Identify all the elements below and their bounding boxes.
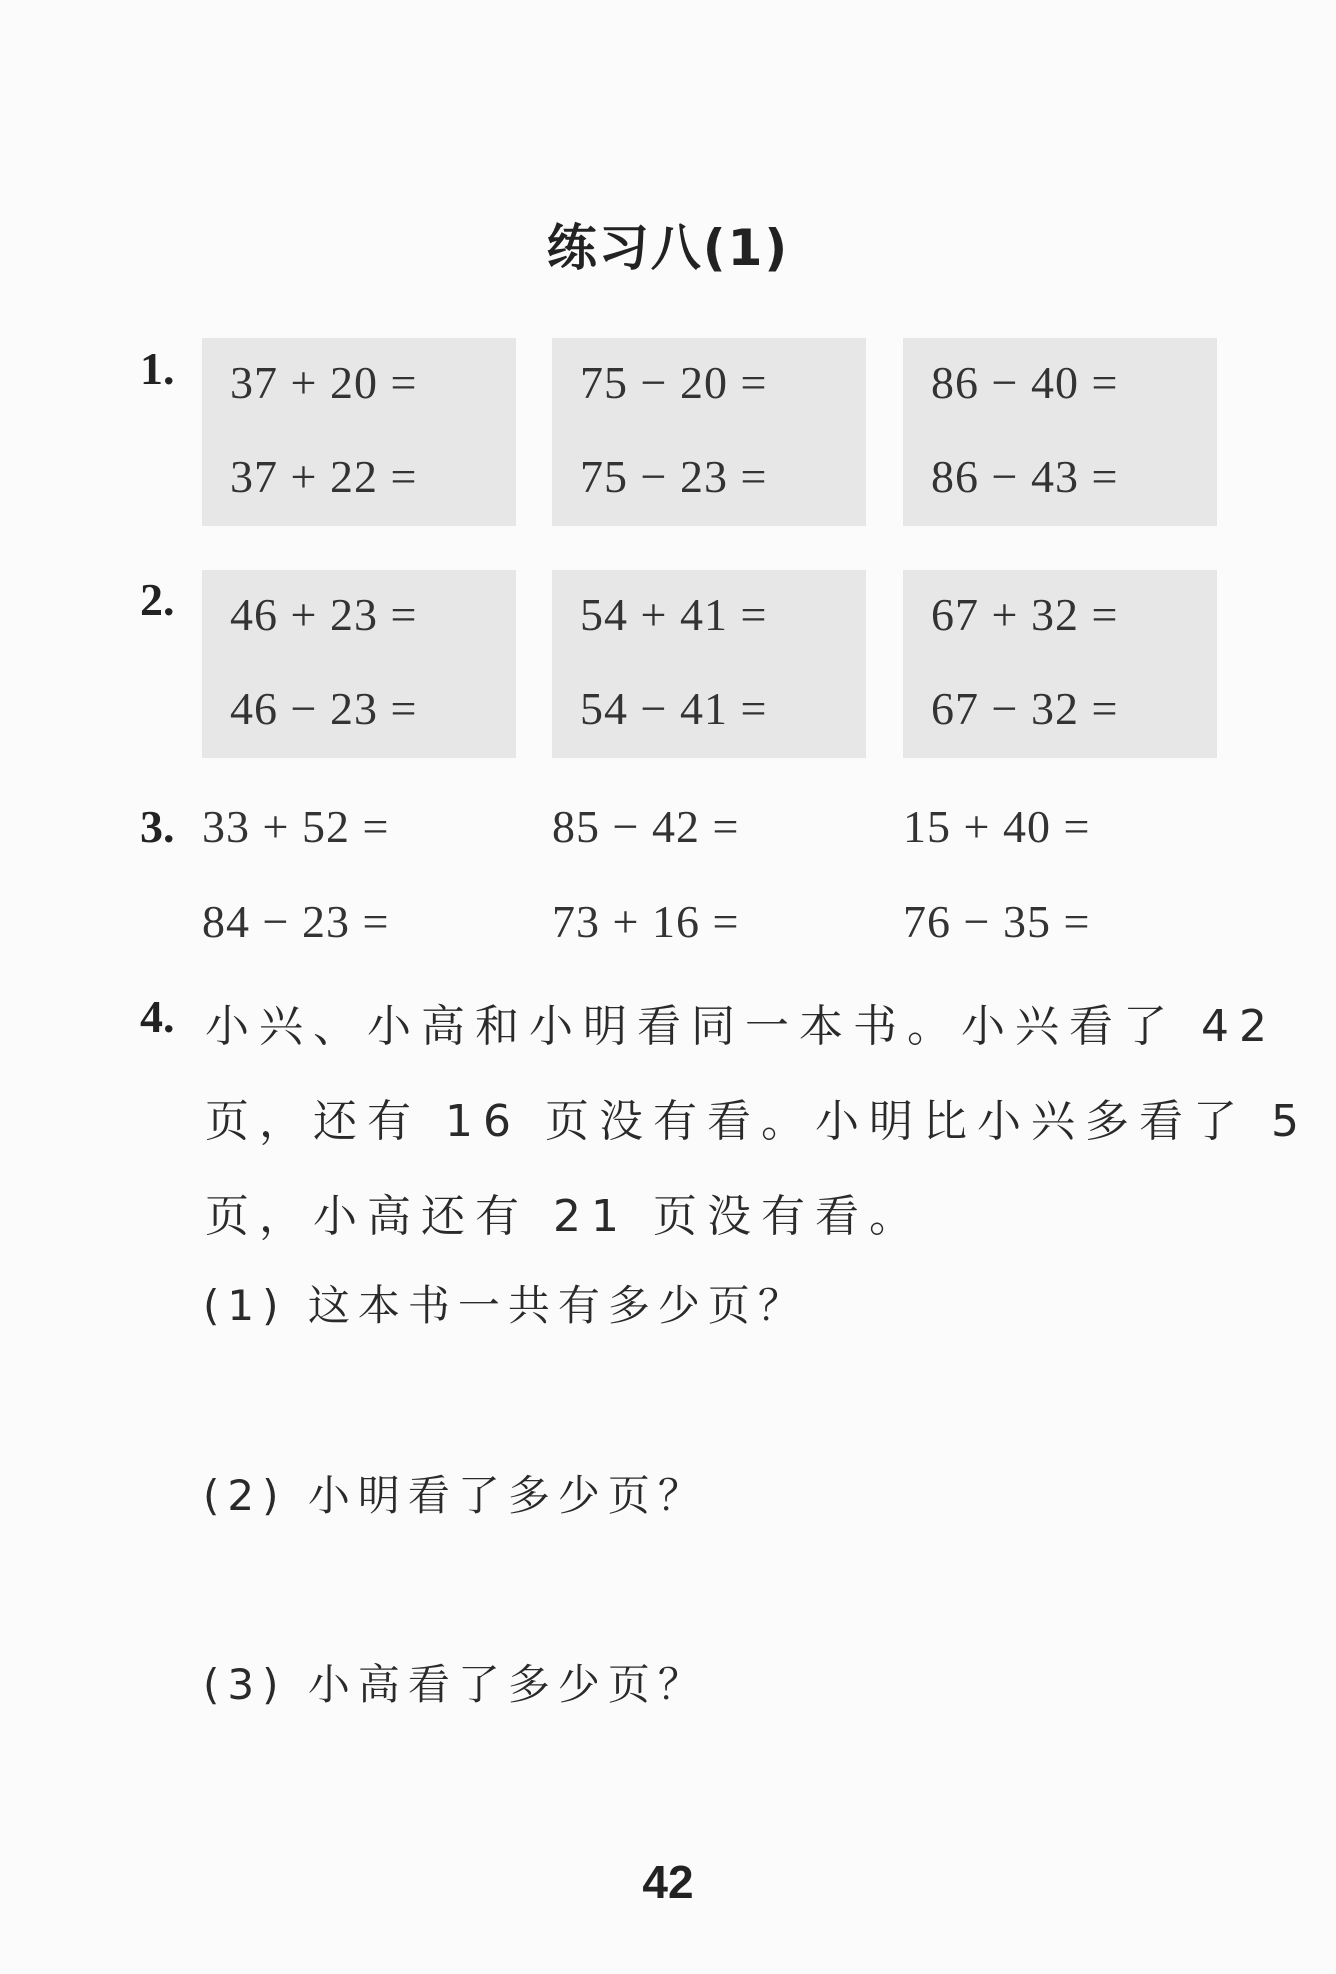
equation: 86 − 43 = [931,451,1119,502]
question-2-number: 2. [140,574,175,625]
equation: 37 + 22 = [230,451,418,502]
equation: 67 + 32 = [931,589,1119,640]
question-4-number: 4. [140,991,175,1042]
equation: 46 + 23 = [230,589,418,640]
equation: 86 − 40 = [931,357,1119,408]
subquestion-3: (3) 小高看了多少页？ [203,1660,708,1709]
question-1-box-3 [903,338,1217,526]
question-4-text-line-2: 页，还有 16 页没有看。小明比小兴多看了 5 [205,1096,1309,1147]
question-1-number: 1. [140,343,175,394]
question-2-box-2 [552,570,866,758]
question-4-text-line-3: 页，小高还有 21 页没有看。 [205,1191,923,1242]
question-1-box-1 [202,338,516,526]
question-3-number: 3. [140,801,175,852]
equation: 73 + 16 = [552,896,740,947]
question-2-box-1 [202,570,516,758]
equation: 33 + 52 = [202,801,390,852]
equation: 15 + 40 = [903,801,1091,852]
equation: 75 − 20 = [580,357,768,408]
equation: 75 − 23 = [580,451,768,502]
equation: 54 + 41 = [580,589,768,640]
page-number: 42 [642,1856,694,1908]
subquestion-1: (1) 这本书一共有多少页？ [203,1281,808,1330]
subquestion-2: (2) 小明看了多少页？ [203,1471,708,1520]
equation: 54 − 41 = [580,683,768,734]
equation: 76 − 35 = [903,896,1091,947]
equation: 84 − 23 = [202,896,390,947]
page-title: 练习八(1) [546,219,790,277]
question-2-box-3 [903,570,1217,758]
equation: 37 + 20 = [230,357,418,408]
question-4-text-line-1: 小兴、小高和小明看同一本书。小兴看了 42 [205,1001,1277,1052]
equation: 67 − 32 = [931,683,1119,734]
equation: 85 − 42 = [552,801,740,852]
equation: 46 − 23 = [230,683,418,734]
question-1-box-2 [552,338,866,526]
